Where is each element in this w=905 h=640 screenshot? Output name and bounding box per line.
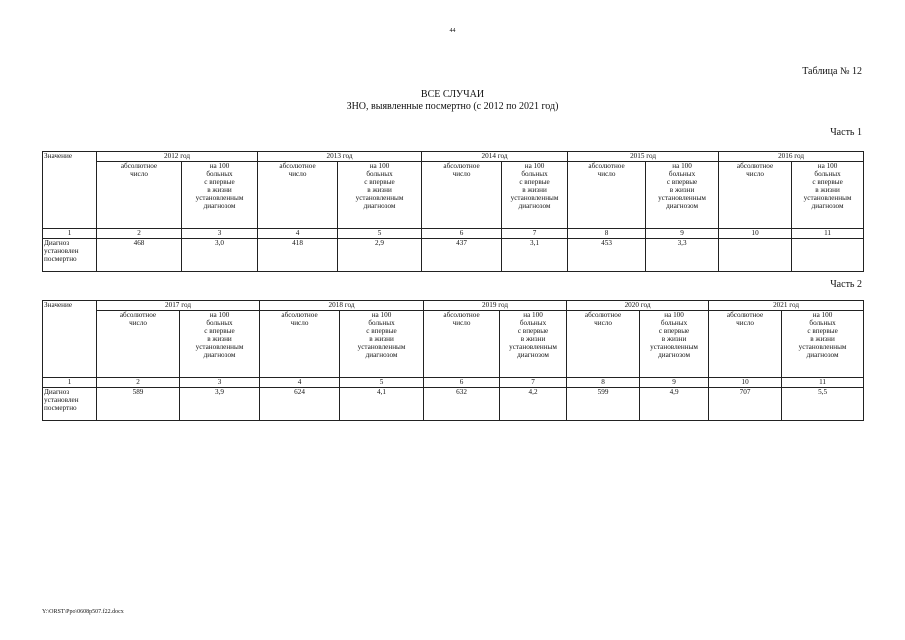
subheader-absolute: абсолютное число (709, 311, 782, 378)
column-number: 5 (338, 229, 422, 239)
subheader-per-100: на 100 больных с впервые в жизни установленным диагнозом (792, 162, 864, 229)
year-header: 2017 год (97, 301, 260, 311)
column-number: 6 (422, 229, 502, 239)
document-title (0, 89, 905, 113)
column-number: 2 (97, 378, 180, 388)
table-part-2 (42, 300, 864, 421)
value-cell: 3,3 (646, 239, 719, 272)
subheader-per-100: на 100 больных с впервые в жизни установленным диагнозом (782, 311, 864, 378)
value-cell (719, 239, 792, 272)
subheader-per-100: на 100 больных с впервые в жизни установленным диагнозом (502, 162, 568, 229)
table-part-1 (42, 151, 864, 272)
subheader-absolute: абсолютное число (97, 311, 180, 378)
value-cell: 4,1 (340, 388, 424, 421)
row-label-diagnosis: Диагноз установлен посмертно (43, 388, 97, 421)
subheader-per-100: на 100 больных с впервые в жизни установленным диагнозом (180, 311, 260, 378)
column-number: 3 (182, 229, 258, 239)
row-label-diagnosis: Диагноз установлен посмертно (43, 239, 97, 272)
subheader-per-100: на 100 больных с впервые в жизни установленным диагнозом (182, 162, 258, 229)
column-number: 2 (97, 229, 182, 239)
column-number: 8 (568, 229, 646, 239)
subheader-absolute: абсолютное число (567, 311, 640, 378)
subheader-absolute: абсолютное число (422, 162, 502, 229)
value-cell: 3,1 (502, 239, 568, 272)
value-cell: 599 (567, 388, 640, 421)
column-number: 1 (43, 378, 97, 388)
column-number: 4 (260, 378, 340, 388)
year-header: 2018 год (260, 301, 424, 311)
subheader-per-100: на 100 больных с впервые в жизни установленным диагнозом (500, 311, 567, 378)
subheader-per-100: на 100 больных с впервые в жизни установленным диагнозом (338, 162, 422, 229)
year-header: 2019 год (424, 301, 567, 311)
value-cell (792, 239, 864, 272)
table-number: Таблица № 12 (802, 66, 862, 77)
value-cell: 453 (568, 239, 646, 272)
value-cell: 624 (260, 388, 340, 421)
year-header: 2012 год (97, 152, 258, 162)
year-header: 2020 год (567, 301, 709, 311)
value-cell: 5,5 (782, 388, 864, 421)
value-cell: 418 (258, 239, 338, 272)
year-header: 2013 год (258, 152, 422, 162)
subheader-per-100: на 100 больных с впервые в жизни установленным диагнозом (340, 311, 424, 378)
column-number: 11 (792, 229, 864, 239)
column-number: 4 (258, 229, 338, 239)
column-number: 10 (719, 229, 792, 239)
year-header: 2016 год (719, 152, 864, 162)
column-number: 3 (180, 378, 260, 388)
row-header-cell: Значение (43, 152, 97, 229)
value-cell: 437 (422, 239, 502, 272)
year-header: 2014 год (422, 152, 568, 162)
file-path-footer: Y:\ORST\Ppo\0608p507.f22.docx (42, 609, 124, 615)
subheader-absolute: абсолютное число (258, 162, 338, 229)
subheader-absolute: абсолютное число (719, 162, 792, 229)
title-line-1: ВСЕ СЛУЧАИ (420, 89, 485, 100)
value-cell: 3,9 (180, 388, 260, 421)
column-number: 11 (782, 378, 864, 388)
column-number: 8 (567, 378, 640, 388)
column-number: 7 (500, 378, 567, 388)
subheader-per-100: на 100 больных с впервые в жизни установленным диагнозом (646, 162, 719, 229)
subheader-absolute: абсолютное число (568, 162, 646, 229)
page-number: 44 (449, 28, 456, 34)
part-2-label: Часть 2 (830, 279, 862, 290)
subheader-per-100: на 100 больных с впервые в жизни установленным диагнозом (640, 311, 709, 378)
value-cell: 4,2 (500, 388, 567, 421)
row-header-cell: Значение (43, 301, 97, 378)
column-number: 5 (340, 378, 424, 388)
column-number: 7 (502, 229, 568, 239)
subheader-absolute: абсолютное число (97, 162, 182, 229)
subheader-absolute: абсолютное число (424, 311, 500, 378)
value-cell: 632 (424, 388, 500, 421)
column-number: 9 (646, 229, 719, 239)
value-cell: 3,0 (182, 239, 258, 272)
year-header: 2021 год (709, 301, 864, 311)
value-cell: 2,9 (338, 239, 422, 272)
value-cell: 707 (709, 388, 782, 421)
value-cell: 4,9 (640, 388, 709, 421)
part-1-label: Часть 1 (830, 127, 862, 138)
column-number: 6 (424, 378, 500, 388)
value-cell: 468 (97, 239, 182, 272)
title-line-2: ЗНО, выявленные посмертно (с 2012 по 2021 год) (346, 101, 559, 112)
column-number: 1 (43, 229, 97, 239)
column-number: 10 (709, 378, 782, 388)
value-cell: 589 (97, 388, 180, 421)
column-number: 9 (640, 378, 709, 388)
subheader-absolute: абсолютное число (260, 311, 340, 378)
year-header: 2015 год (568, 152, 719, 162)
